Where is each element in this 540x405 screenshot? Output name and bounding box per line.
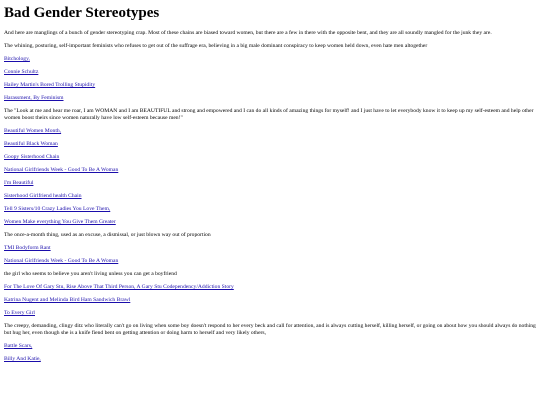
list-item — [4, 258, 536, 265]
chain-link[interactable]: Hailey Martin's Bored Trolling Stupidity — [4, 82, 96, 88]
list-item — [4, 95, 536, 102]
list-item — [4, 56, 536, 63]
chain-link[interactable]: Bitchology, — [4, 56, 30, 62]
intro-paragraph: And here are manglings of a bunch of gender stereotyping crap. Most of these chains are biased toward women, but there are a few in there with the opposite bent, and they are all soundly mangled for the junk they are. — [4, 30, 492, 36]
section-description: The whining, posturing, self-important feminists who refuses to get out of the suffrage era, believing in a big male dominant conspiracy to keep women held down, even hate men altogether — [4, 43, 428, 49]
chain-link[interactable]: I'm Beautiful — [4, 180, 34, 186]
section-description: the girl who seems to believe you aren't living unless you can get a boyfriend — [4, 271, 177, 277]
chain-link[interactable]: TMI Bodyform Rant — [4, 245, 51, 251]
list-item — [4, 310, 536, 317]
page-title: Bad Gender Stereotypes — [4, 5, 160, 21]
chain-link[interactable]: National Girlfriends Week - Good To Be A Woman — [4, 167, 119, 173]
chain-link[interactable]: Women Make everything You Give Them Greater — [4, 219, 116, 225]
chain-link[interactable]: Sisterhood Girlfriend health Chain — [4, 193, 82, 199]
list-item — [4, 167, 536, 174]
list-item — [4, 343, 536, 350]
list-item — [4, 193, 536, 200]
list-item — [4, 180, 536, 187]
chain-link[interactable]: Harassment, By Feminism — [4, 95, 64, 101]
list-item — [4, 356, 536, 363]
chain-link[interactable]: Battle Scars, — [4, 343, 33, 349]
chain-link[interactable]: To Every Girl — [4, 310, 35, 316]
list-item — [4, 297, 536, 304]
chain-link[interactable]: Beautiful Women Month, — [4, 128, 62, 134]
section-description: The "Look at me and hear me roar, I am WOMAN and I am BEAUTIFUL and strong and empowered and I can do all kinds of amazing things for myself! and I just have to let everybody know it to keep up my self-esteem and help other women boost theirs since women naturally have low self-esteem because men!" — [4, 108, 534, 121]
list-item — [4, 141, 536, 148]
list-item — [4, 82, 536, 89]
chain-link[interactable]: Connie Schultz — [4, 69, 39, 75]
chain-link[interactable]: National Girlfriends Week - Good To Be A Woman — [4, 258, 119, 264]
list-item — [4, 284, 536, 291]
list-item — [4, 206, 536, 213]
section-description: The creepy, demanding, clingy ditz who literally can't go on living when some boy doesn't respond to her every beck and call for attention, and is always cutting herself, killing herself, or going on about how you should always do nothing but hug her, even though she is a knife fiend bent on getting attention or doing harm to herself and very likely others, — [4, 323, 536, 336]
list-item — [4, 219, 536, 226]
list-item — [4, 245, 536, 252]
section-description: The once-a-month thing, used as an excuse, a dismissal, or just blown way out of proportion — [4, 232, 211, 238]
chain-link[interactable]: Beautiful Black Woman — [4, 141, 58, 147]
list-item — [4, 128, 536, 135]
list-item — [4, 69, 536, 76]
chain-link[interactable]: Tell 9 Sisters/10 Crazy Ladies You Love Them, — [4, 206, 111, 212]
chain-link[interactable]: Billy And Katie, — [4, 356, 41, 362]
chain-link[interactable]: Katrina Nugent and Melinda Bird Ham Sandwich Brawl — [4, 297, 131, 303]
list-item — [4, 154, 536, 161]
chain-link[interactable]: Goopy Sisterhood Chain — [4, 154, 60, 160]
chain-link[interactable]: For The Love Of Gary Stu, Rise Above That Third Person, A Gary Stu Codependency/Addiction Story — [4, 284, 234, 290]
